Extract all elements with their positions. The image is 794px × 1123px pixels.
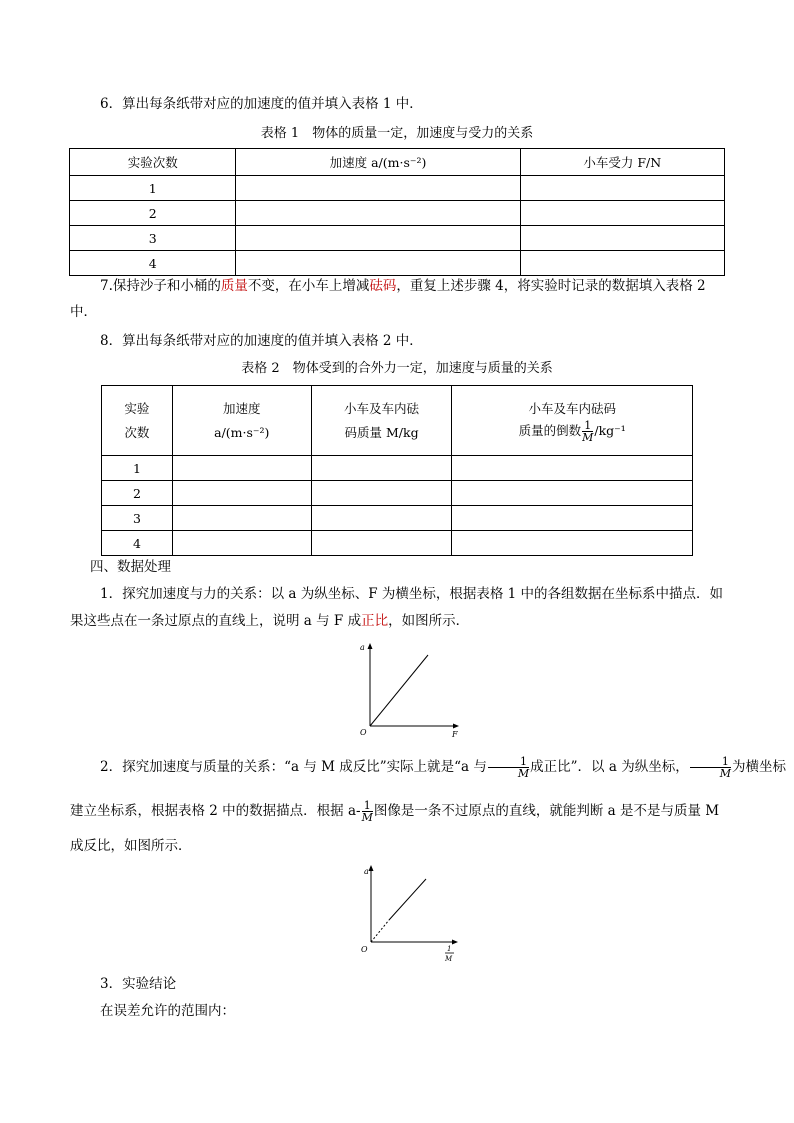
step-7-line2: 中． [70,304,97,320]
graph2-y-arrow [369,865,374,871]
step-7-text: 7.保持沙子和小桶的质量不变，在小车上增减砝码，重复上述步骤 4，将实验时记录的数据填入表格 2 [100,278,706,294]
table2-row-index: 4 [102,531,173,556]
table2-header-row [102,386,693,456]
term-direct-proportion: 正比 [361,613,389,629]
table2-row-index: 3 [102,506,173,531]
table1-header-trials: 实验次数 [70,149,236,176]
table1-row-index: 1 [70,176,236,201]
graph1-origin: O [360,728,367,737]
item-2-line1: 2．探究加速度与质量的关系：“a 与 M 成反比”实际上就是“a 与 $\frac{1}{M}$ 成正比”．以 a 为纵坐标， $\frac{1}{M}$ 为横坐标 [100,755,786,780]
graph-a-vs-inverse-M [356,862,466,972]
step-8-text: 8．算出每条纸带对应的加速度的值并填入表格 2 中． [100,333,423,349]
graph2-x-arrow [452,940,458,945]
table2-header-inverse-mass: 小车及车内砝码 质量的倒数 $\frac{1}{M}$ /kg⁻¹ [452,386,693,456]
inverse-mass-fraction: $\frac{1}{M}$ [582,419,594,444]
table-row [102,506,693,531]
graph2-extrapolation [371,920,389,942]
table-row [70,201,725,226]
graph2-origin: O [361,945,368,954]
table2 [101,385,693,556]
item2-fraction-2: $\frac{1}{M}$ [690,756,731,779]
table1-row-index: 4 [70,251,236,276]
item-2-line3: 成反比，如图所示． [70,838,192,854]
term-weights: 砝码 [369,278,397,294]
item-2-line2: 建立坐标系，根据表格 2 中的数据描点．根据 a- $\frac{1}{M}$ 图像是一条不过原点的直线，就能判断 a 是不是与质量 M [70,799,720,824]
term-mass: 质量 [220,278,248,294]
graph-a-vs-F [355,640,470,740]
table2-row-index: 1 [102,456,173,481]
item-1-line1: 1．探究加速度与力的关系：以 a 为纵坐标、F 为横坐标，根据表格 1 中的各组数据在坐标系中描点．如 [100,586,724,602]
table-row [102,456,693,481]
graph1-x-label: F [452,730,458,739]
graph1-line [370,655,428,726]
table1-header-force: 小车受力 F/N [520,149,724,176]
table1-header-acceleration: 加速度 a/(m·s⁻²) [236,149,520,176]
table1-header-row [70,149,725,176]
graph1-y-label: a [360,643,365,652]
table2-header-acceleration: 加速度 a/(m·s⁻²) [172,386,311,456]
table-row [102,481,693,506]
table1-caption: 表格 1 物体的质量一定，加速度与受力的关系 [260,126,534,141]
graph2-x-label-den: M [445,955,453,963]
item2-fraction-3: $\frac{1}{M}$ [361,799,373,824]
graph1-x-arrow [453,724,459,729]
table-row [70,226,725,251]
table2-row-index: 2 [102,481,173,506]
table1-row-index: 3 [70,226,236,251]
table-row [70,176,725,201]
step-6-text: 6．算出每条纸带对应的加速度的值并填入表格 1 中． [100,96,423,112]
item-3-text: 在误差允许的范围内： [100,1003,235,1019]
item-3-title: 3．实验结论 [100,976,177,992]
graph2-x-label-num: 1 [447,945,452,953]
item-1-line2: 果这些点在一条过原点的直线上，说明 a 与 F 成正比，如图所示． [70,613,470,629]
table1 [69,148,725,276]
graph2-y-label: a [364,867,369,876]
section-4-heading: 四、数据处理 [90,559,171,575]
graph2-line [389,879,426,920]
table2-header-trials: 实验 次数 [102,386,173,456]
item2-fraction-1: $\frac{1}{M}$ [488,756,529,779]
graph1-y-arrow [368,643,373,649]
table-row [102,531,693,556]
table1-row-index: 2 [70,201,236,226]
table2-caption: 表格 2 物体受到的合外力一定，加速度与质量的关系 [241,361,553,376]
table2-header-mass: 小车及车内砝 码质量 M/kg [311,386,452,456]
